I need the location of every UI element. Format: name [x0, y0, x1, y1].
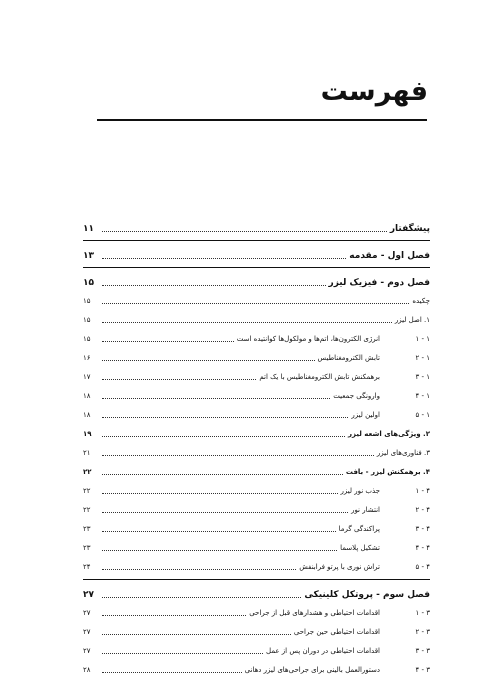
title-underline: [97, 119, 427, 121]
toc-page-number: ۲۳: [83, 543, 91, 552]
toc-entry-title: تراش نوری با پرتو فرابنفش: [299, 562, 380, 571]
toc-section-row[interactable]: [83, 443, 430, 462]
toc-entry-title: پراکندگی گرما: [338, 524, 380, 533]
toc-page-number: ۲۷: [83, 608, 91, 617]
dot-leader: [102, 512, 348, 513]
toc-entry-number: ۱ - ۱: [415, 334, 430, 343]
toc-chapter-row[interactable]: [83, 272, 430, 291]
toc-page-number: ۱۷: [83, 372, 91, 381]
toc-entry-title: جذب نور لیزر: [340, 486, 380, 495]
toc-page-number: ۱۵: [83, 296, 91, 305]
dot-leader: [102, 322, 392, 323]
toc-section-row[interactable]: [83, 291, 430, 310]
chapter-divider: [83, 240, 430, 241]
dot-leader: [102, 303, 409, 304]
toc-entry-number: ۴ - ۴: [415, 543, 430, 552]
toc-entry-title: فصل اول - مقدمه: [349, 250, 430, 261]
dot-leader: [102, 597, 301, 598]
toc-entry-title: اولین لیزر: [351, 410, 380, 419]
chapter-divider: [83, 267, 430, 268]
dot-leader: [102, 569, 296, 570]
toc-entry-title: ۲. ویژگی‌های اشعه لیزر: [348, 429, 430, 438]
toc-entry-title: اقدامات احتیاطی و هشدارهای قبل از جراحی: [249, 608, 380, 617]
dot-leader: [102, 258, 346, 259]
toc-entry-number: ۴ - ۳: [415, 524, 430, 533]
toc-entry-title: چکیده: [412, 296, 430, 305]
toc-entry-title: انرژی الکترون‌ها، اتم‌ها و مولکول‌ها کوانتیده است: [236, 334, 380, 343]
toc-entry-number: ۴ - ۱: [415, 486, 430, 495]
toc-entry-title: ۱. اصل لیزر: [394, 315, 430, 324]
dot-leader: [102, 634, 291, 635]
toc-entry-number: ۱ - ۳: [415, 372, 430, 381]
toc-entry-title: تابش الکترومغناطیس: [317, 353, 380, 362]
toc-page-number: ۱۵: [83, 277, 94, 288]
toc-page-number: ۲۸: [83, 665, 91, 674]
toc-page-number: ۲۲: [83, 467, 92, 476]
dot-leader: [102, 653, 263, 654]
toc-page-number: ۱۸: [83, 410, 91, 419]
toc-page-number: ۲۲: [83, 505, 91, 514]
toc-page-number: ۲۷: [83, 589, 94, 600]
toc-subsection-row[interactable]: [83, 622, 430, 641]
toc-page-number: ۲۷: [83, 627, 91, 636]
toc-page-number: ۲۱: [83, 448, 91, 457]
toc-page-number: ۱۶: [83, 353, 91, 362]
toc-page-number: ۲۴: [83, 562, 91, 571]
toc-chapter-row[interactable]: [83, 245, 430, 264]
dot-leader: [102, 493, 338, 494]
toc-entry-title: فصل سوم - پروتکل کلینیکی: [304, 589, 430, 600]
toc-entry-title: اقدامات احتیاطی در دوران پس از عمل: [266, 646, 380, 655]
toc-section-row[interactable]: [83, 310, 430, 329]
toc-page-number: ۲۷: [83, 646, 91, 655]
dot-leader: [102, 474, 343, 475]
toc-entry-title: پیشگفتار: [389, 223, 430, 234]
dot-leader: [102, 672, 242, 673]
dot-leader: [102, 550, 337, 551]
dot-leader: [102, 379, 256, 380]
toc-subsection-row[interactable]: [83, 405, 430, 424]
toc-entry-title: ۳. فناوری‌های لیزر: [376, 448, 430, 457]
dot-leader: [102, 285, 326, 286]
toc-subsection-row[interactable]: [83, 603, 430, 622]
toc-page-number: ۲۲: [83, 486, 91, 495]
toc-page-number: ۱۹: [83, 429, 92, 438]
chapter-divider: [83, 579, 430, 580]
dot-leader: [102, 417, 348, 418]
toc-entry-title: فصل دوم - فیزیک لیزر: [328, 277, 430, 288]
toc-chapter-row[interactable]: [83, 218, 430, 237]
toc-entry-title: برهمکنش تابش الکترومغناطیس با یک اتم: [259, 372, 380, 381]
toc-subsection-row[interactable]: [83, 348, 430, 367]
toc-entry-number: ۳ - ۴: [415, 665, 430, 674]
toc-entry-title: انتشار نور: [351, 505, 380, 514]
dot-leader: [102, 455, 374, 456]
toc-entry-number: ۴ - ۲: [415, 505, 430, 514]
toc-subsection-row[interactable]: [83, 367, 430, 386]
dot-leader: [102, 615, 246, 616]
toc-entry-number: ۳ - ۲: [415, 627, 430, 636]
dot-leader: [102, 341, 234, 342]
toc-entry-number: ۴ - ۵: [415, 562, 430, 571]
dot-leader: [102, 398, 330, 399]
toc-entry-number: ۱ - ۲: [415, 353, 430, 362]
toc-chapter-row[interactable]: [83, 584, 430, 603]
toc-subsection-row[interactable]: [83, 660, 430, 679]
toc-entry-title: وارونگی جمعیت: [333, 391, 380, 400]
toc-subsection-row[interactable]: [83, 500, 430, 519]
toc-entry-number: ۳ - ۳: [415, 646, 430, 655]
toc-entry-number: ۱ - ۴: [415, 391, 430, 400]
toc-subsection-row[interactable]: [83, 386, 430, 405]
dot-leader: [102, 531, 336, 532]
toc-entry-title: دستورالعمل بالینی برای جراحی‌های لیزر دهانی: [244, 665, 380, 674]
dot-leader: [102, 231, 387, 232]
toc-entry-title: اقدامات احتیاطی حین جراحی: [293, 627, 380, 636]
page-title: فهرست: [320, 76, 428, 107]
toc-entry-title: ۴. برهمکنش لیزر - بافت: [345, 467, 430, 476]
toc-page-number: ۱۵: [83, 334, 91, 343]
toc-subsection-row[interactable]: [83, 641, 430, 660]
toc-section-row[interactable]: [83, 462, 430, 481]
toc-page-number: ۱۳: [83, 250, 94, 261]
dot-leader: [102, 436, 345, 437]
toc-subsection-row[interactable]: [83, 481, 430, 500]
table-of-contents: [83, 218, 430, 679]
toc-page-number: ۱۱: [83, 223, 94, 234]
toc-subsection-row[interactable]: [83, 557, 430, 576]
toc-entry-number: ۱ - ۵: [415, 410, 430, 419]
toc-entry-title: تشکیل پلاسما: [340, 543, 380, 552]
toc-subsection-row[interactable]: [83, 538, 430, 557]
toc-page-number: ۱۸: [83, 391, 91, 400]
toc-subsection-row[interactable]: [83, 329, 430, 348]
toc-subsection-row[interactable]: [83, 519, 430, 538]
dot-leader: [102, 360, 315, 361]
toc-section-row[interactable]: [83, 424, 430, 443]
toc-page-number: ۱۵: [83, 315, 91, 324]
toc-entry-number: ۳ - ۱: [415, 608, 430, 617]
toc-page-number: ۲۳: [83, 524, 91, 533]
